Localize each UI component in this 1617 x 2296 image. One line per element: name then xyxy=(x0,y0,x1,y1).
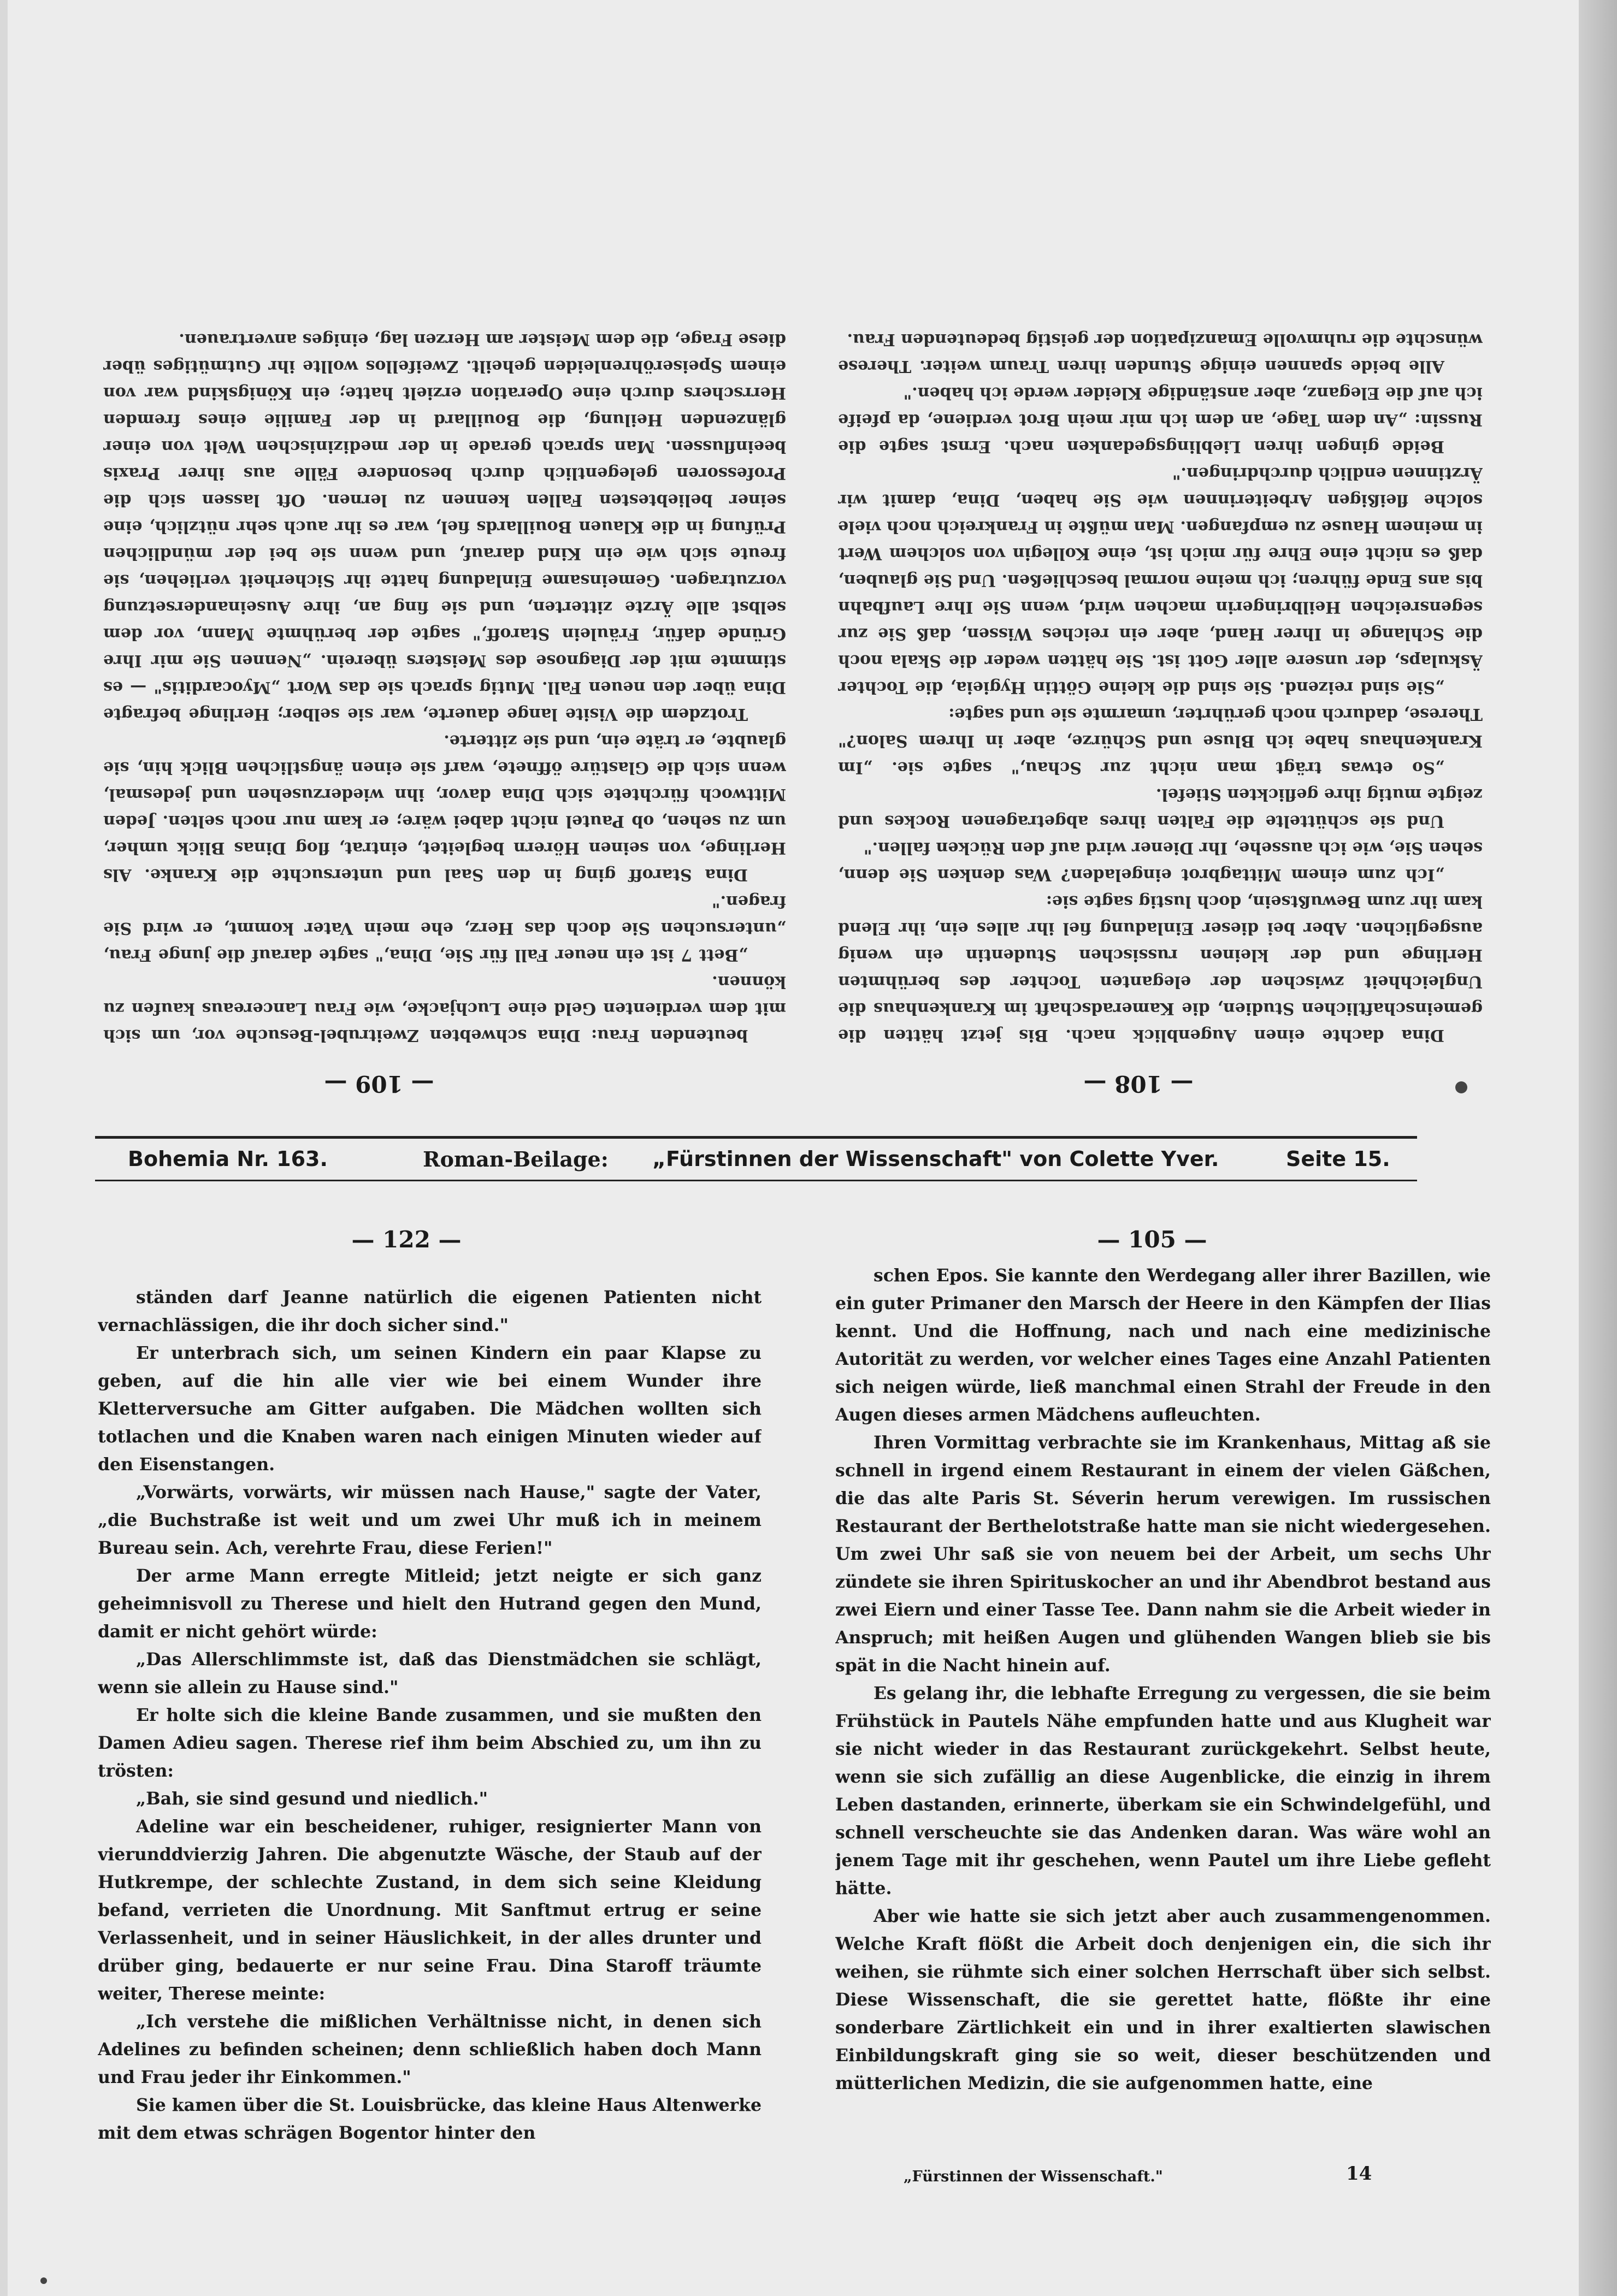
upper-left-column xyxy=(103,147,786,1049)
paragraph: Dina Staroff ging in den Saal und untersuchte die Kranke. Als Herlinge, von seinen Hörern begleitet, eintrat, flog Dinas Blick umher, um zu sehen, ob Pautel nicht dabei wäre; er kam nur noch selten. Jeden Mittwoch fürchtete sich Dina davor, ihn wiederzusehen und jedesmal, wenn sich die Glastüre öffnete, warf sie einen ängstlichen Blick hin, sie glaubte, er träte ein, und sie zitterte. xyxy=(103,731,786,884)
paragraph: Trotzdem die Visite lange dauerte, war sie selber; Herlinge befragte Dina über den neuen Fall. Mutig sprach sie das Wort „Myocarditis" — es stimmte mit der Diagnose des Meisters überein. „Nennen Sie mir Ihre Gründe dafür, Fräulein Staroff," sagte der berühmte Mann, vor dem selbst alle Ärzte zitterten, und sie fing an, ihre Auseinandersetzung vorzutragen. Gemeinsame Einladung hatte ihr Sicherheit verliehen, sie freute sich wie ein Kind darauf, und wenn sie bei der mündlichen Prüfung in die Klauen Bouillards fiel, war es ihr auch sehr nützlich, eine seiner beliebtesten Fallen kennen zu lernen. Oft lassen sich die Professoren gelegentlich durch besondere Fälle aus ihrer Praxis beeinflussen. Man sprach gerade in der medizinischen Welt von einer glänzenden Heilung, die Bouillard in der Familie eines fremden Herrschers durch eine Operation erzielt hatte; ein Königskind war von einem Speiseröhrenleiden geheilt. Zweifellos wollte ihr Gutmütiges über diese Frage, die dem Meister am Herzen lag, einiges anvertrauen. xyxy=(103,330,786,724)
paragraph: Dina dachte einen Augenblick nach. Bis jetzt hätten die gemeinschaftlichen Studien, die Kameradschaft im Krankenhaus die Ungleichheit zwischen der eleganten Tochter des berühmten Herlinge und der kleinen russischen Studentin ein wenig ausgeglichen. Aber bei dieser Einladung fiel ihr alles ein, ihr Elend kam ihr zum Bewußtsein, doch lustig sagte sie: xyxy=(838,892,1483,1045)
paragraph: Alle beide spannen einige Stunden ihren Traum weiter. Therese wünschte die ruhmvolle Emanzipation der geistig bedeutenden Frau. xyxy=(838,330,1483,376)
paragraph: Es gelang ihr, die lebhafte Erregung zu vergessen, die sie beim Frühstück in Pautels Nähe empfunden hatte und aus Klugheit war sie nicht wieder in das Restaurant zurückgekehrt. Selbst heute, wenn sie sich zufällig an diese Augenblicke, die einzig in ihrem Leben dastanden, erinnerte, überkam sie ein Schwindelgefühl, und schnell verscheuchte sie das Andenken daran. Was wäre wohl an jenem Tage mit ihr geschehen, wenn Pautel um ihre Liebe gefleht hätte. xyxy=(835,1683,1491,1898)
paragraph: „Bett 7 ist ein neuer Fall für Sie, Dina," sagte darauf die junge Frau, „untersuchen Sie doch das Herz, ehe mein Vater kommt, er wird Sie fragen." xyxy=(103,892,786,964)
upper-right-column xyxy=(838,147,1483,1049)
paragraph: Beide gingen ihren Lieblingsgedanken nach. Ernst sagte die Russin: „An dem Tage, an dem ich mir mein Brot verdiene, da pfeife ich auf die Eleganz, aber anständige Kleider werde ich haben." xyxy=(838,383,1483,456)
newspaper-page xyxy=(8,0,1603,2296)
paragraph: „Sie sind reizend. Sie sind die kleine Göttin Hygieia, die Tochter Äskulaps, der unsere aller Gott ist. Sie hätten weder die Skala noch die Schlange in Ihrer Hand, aber ein reiches Wissen, daß Sie zur segensreichen Heilbringerin machen wird, wenn Sie Ihre Laufbahn bis ans Ende führen; ich meine normal beschließen. Und Sie glauben, daß es nicht eine Ehre für mich ist, eine Kollegin von solchem Wert in meinem Hause zu empfangen. Man müßte in Frankreich noch viele solche fleißigen Arbeiterinnen wie Sie haben, Dina, damit wir Ärztinnen endlich durchdringen." xyxy=(838,464,1483,697)
lower-right-page-number: — 105 — xyxy=(1097,1226,1207,1253)
paragraph: „Bah, sie sind gesund und niedlich." xyxy=(136,1789,488,1809)
lower-left-page-number: — 122 — xyxy=(351,1226,462,1253)
paragraph: Er holte sich die kleine Bande zusammen, und sie mußten den Damen Adieu sagen. Therese rief ihm beim Abschied zu, um ihn zu trösten: xyxy=(98,1705,762,1781)
paragraph: Sie kamen über die St. Louisbrücke, das kleine Haus Altenwerke mit dem etwas schrägen Bogentor hinter den xyxy=(98,2095,762,2143)
header-issue: Bohemia Nr. 163. xyxy=(128,1147,328,1171)
paragraph: Und sie schüttelte die Falten ihres abgetragenen Rockes und zeigte mutig ihre geflickten Stiefel. xyxy=(838,785,1483,831)
page-edge-shadow xyxy=(1579,0,1617,2296)
corner-dot xyxy=(40,2277,47,2284)
upper-right-page-number: — 108 — xyxy=(1083,1070,1194,1097)
upper-left-page-number: — 109 — xyxy=(324,1070,434,1097)
lower-left-column xyxy=(98,1283,762,2168)
footer-mark: 14 xyxy=(1346,2163,1372,2185)
paragraph: „Ich verstehe die mißlichen Verhältnisse nicht, in denen sich Adelines zu befinden scheinen; denn schließlich haben doch Mann und Frau jeder ihr Einkommen." xyxy=(98,2011,762,2087)
paragraph: Ihren Vormittag verbrachte sie im Krankenhaus, Mittag aß sie schnell in irgend einem Restaurant in einem der vielen Gäßchen, die das alte Paris St. Séverin herum verewigen. Im russischen Restaurant der Berthelotstraße hatte man sie nicht wiedergesehen. Um zwei Uhr saß sie von neuem bei der Arbeit, um sechs Uhr zündete sie ihren Spirituskocher an und ihr Abendbrot bestand aus zwei Eiern und einer Tasse Tee. Dann nahm sie die Arbeit wieder in Anspruch; mit heißen Augen und glühenden Wangen blieb sie bis spät in die Nacht hinein auf. xyxy=(835,1433,1491,1676)
header-section: Roman-Beilage: xyxy=(423,1147,609,1171)
paragraph: schen Epos. Sie kannte den Werdegang aller ihrer Bazillen, wie ein guter Primaner den Marsch der Heere in den Kämpfen der Ilias kennt. Und die Hoffnung, nach und nach eine medizinische Autorität zu werden, vor welcher eines Tages eine Anzahl Patienten sich neigen würde, ließ manchmal einen Strahl der Freude in den Augen dieses armen Mädchens aufleuchten. xyxy=(835,1265,1491,1425)
paragraph: Adeline war ein bescheidener, ruhiger, resignierter Mann von vierunddvierzig Jahren. Die abgenutzte Wäsche, der Staub auf der Hutkrempe, der schlechte Zustand, in dem sich seine Kleidung befand, verrieten die Unordnung. Mit Sanftmut ertrug er seine Verlassenheit, und in seiner Häuslichkeit, in der alles drunter und drüber ging, bedauerte er nur seine Frau. Dina Staroff träumte weiter, Therese meinte: xyxy=(98,1816,762,2004)
header-top-rule xyxy=(95,1136,1417,1139)
paragraph: ständen darf Jeanne natürlich die eigenen Patienten nicht vernachlässigen, die ihr doch sicher sind." xyxy=(98,1287,762,1335)
paragraph: beutenden Frau: Dina schwebten Zweitrubel-Besuche vor, um sich mit dem verdienten Geld eine Luchjacke, wie Frau Lancereaus kaufen zu können. xyxy=(103,972,786,1045)
paragraph: „Vorwärts, vorwärts, wir müssen nach Hause," sagte der Vater, „die Buchstraße ist weit und um zwei Uhr muß ich in meinem Bureau sein. Ach, verehrte Frau, diese Ferien!" xyxy=(98,1482,762,1558)
header-title: „Fürstinnen der Wissenschaft" von Colette Yver. xyxy=(652,1147,1219,1171)
header-bottom-rule xyxy=(95,1180,1417,1181)
paragraph: „Ich zum einem Mittagbrot eingeladen? Was denken Sie denn, sehen Sie, wie ich aussehe, Ihr Diener wird auf den Rücken fallen." xyxy=(838,838,1483,884)
paragraph: Der arme Mann erregte Mitleid; jetzt neigte er sich ganz geheimnisvoll zu Therese und hielt den Hutrand gegen den Mund, damit er nicht gehört würde: xyxy=(98,1566,762,1642)
paragraph: Aber wie hatte sie sich jetzt aber auch zusammengenommen. Welche Kraft flößt die Arbeit doch denjenigen ein, die sich ihr weihen, sie rühmte sich einer solchen Herrschaft über sich selbst. Diese Wissenschaft, die sie gerettet hatte, flößte ihr eine sonderbare Zärtlichkeit ein und in ihrer exaltierten slawischen Einbildungskraft ging sie so weit, dieser beschützenden und mütterlichen Medizin, die sie aufgenommen hatte, eine xyxy=(835,1906,1491,2093)
ink-dot xyxy=(1455,1081,1467,1093)
paragraph: Er unterbrach sich, um seinen Kindern ein paar Klapse zu geben, auf die hin alle vier wie bei einem Wunder ihre Kletterversuche am Gitter aufgaben. Die Mädchen wollten sich totlachen und die Knaben waren nach einigen Minuten wieder auf den Eisenstangen. xyxy=(98,1343,762,1475)
paragraph: „Das Allerschlimmste ist, daß das Dienstmädchen sie schlägt, wenn sie allein zu Hause sind." xyxy=(98,1649,762,1697)
header-page: Seite 15. xyxy=(1286,1147,1390,1171)
lower-right-column xyxy=(835,1262,1491,2157)
paragraph: „So etwas trägt man nicht zur Schau," sagte sie. „Im Krankenhaus habe ich Bluse und Schürze, aber in Ihrem Salon?" Therese, dadurch noch gerührter, umarmte sie und sagte: xyxy=(838,705,1483,777)
footer-signature: „Fürstinnen der Wissenschaft." xyxy=(904,2168,1163,2185)
